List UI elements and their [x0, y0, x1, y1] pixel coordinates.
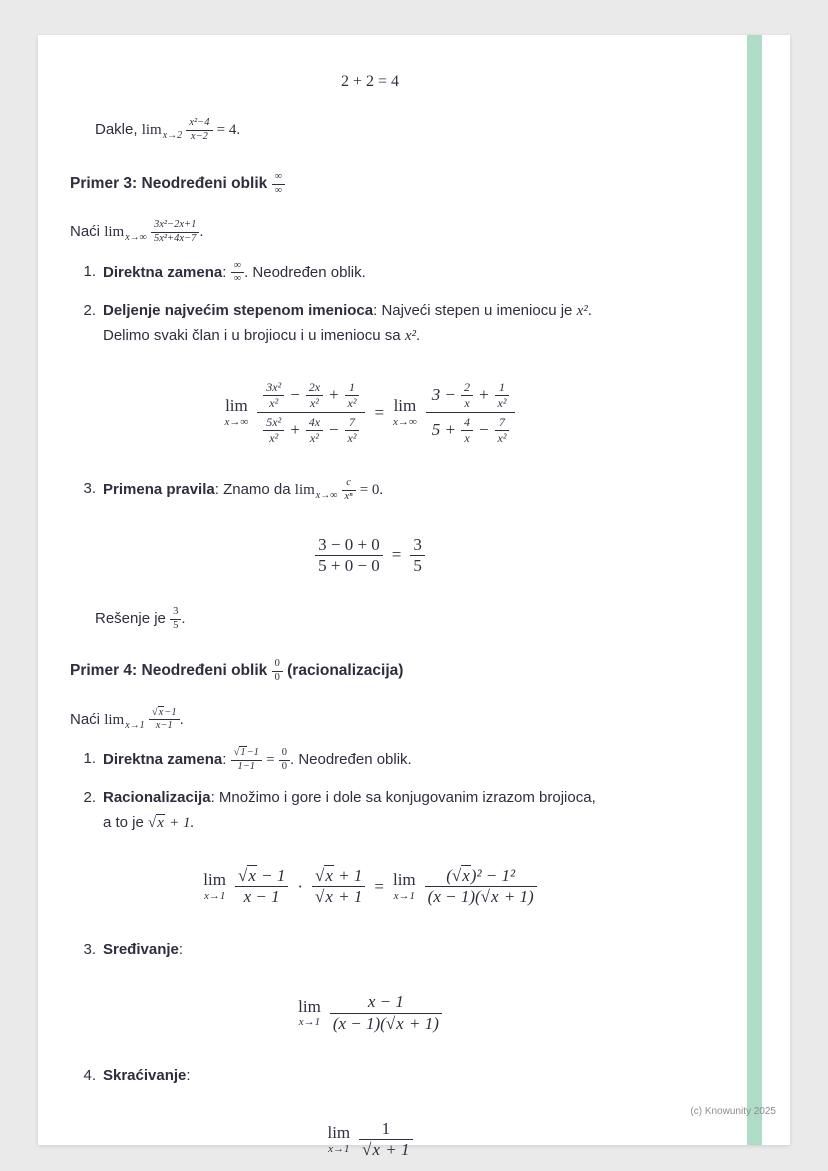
numerator: 0 — [274, 658, 280, 670]
numerator: ∞ — [274, 170, 283, 182]
lim-subscript: x→∞ — [125, 232, 147, 244]
list-body — [103, 786, 734, 836]
sqrt-expression — [234, 746, 247, 758]
sqrt-expression — [386, 1013, 405, 1033]
text: : Množimo i gore i dole sa konjugovanim izrazom brojioca, — [210, 789, 596, 807]
denominator: 1−1 — [231, 760, 262, 774]
sqrt-argument: x — [248, 865, 256, 885]
inline-fraction — [231, 747, 262, 773]
sub-fraction — [306, 380, 323, 410]
radical-sign: √ — [385, 1013, 396, 1033]
step-title: Deljenje najvećim stepenom imenioca — [103, 301, 374, 319]
numerator — [149, 707, 180, 720]
equation-final — [70, 1119, 670, 1161]
sqrt-argument: x — [491, 887, 499, 907]
heading-primer-4 — [70, 658, 734, 684]
inline-limit — [104, 223, 147, 244]
lim-subscript: x→1 — [203, 889, 226, 902]
term: (x − 1)( — [427, 887, 481, 907]
radical-sign: √ — [151, 706, 158, 718]
fraction-2 — [312, 866, 365, 908]
denominator: x−2 — [186, 130, 212, 144]
lim-subscript: x→1 — [298, 1016, 321, 1029]
lim-word: lim — [104, 711, 125, 728]
text-period: . — [587, 301, 592, 319]
inline-fraction-3-5 — [170, 606, 181, 632]
text-equals-four: = 4. — [216, 122, 241, 139]
inline-fraction-inf-inf — [272, 171, 286, 197]
lim-subscript: x→∞ — [315, 490, 338, 502]
heading-text: Primer 3: Neodređeni oblik — [70, 175, 268, 193]
sqrt-argument: x — [396, 1013, 404, 1033]
lim-word: lim — [225, 395, 248, 415]
inline-fraction — [186, 117, 212, 143]
numerator: 3x²−2x+1 — [153, 219, 197, 231]
denominator: ∞ — [231, 272, 245, 286]
heading-text-suffix: (racionalizacija) — [287, 662, 404, 680]
text: Delimo svaki član i u brojiocu i u imeniocu sa — [103, 326, 401, 344]
denominator: 5x²+4x−7 — [151, 232, 199, 246]
inline-limit — [141, 121, 183, 142]
sqrt-argument: x — [462, 865, 470, 885]
text-colon: : — [186, 1067, 191, 1085]
fraction-1 — [235, 866, 288, 908]
list-number: 1. — [83, 750, 96, 768]
sqrt-expression — [152, 706, 164, 718]
radical-sign: √ — [233, 747, 240, 759]
inline-fraction — [151, 219, 199, 245]
term: (x − 1)( — [332, 1013, 386, 1033]
term: − 1 — [261, 865, 286, 885]
denominator: x² — [306, 395, 323, 410]
term: −1 — [246, 747, 259, 759]
denominator: 0 — [279, 760, 290, 774]
denominator: x² — [495, 430, 510, 445]
sub-fraction — [495, 380, 510, 410]
operator: + — [289, 420, 301, 440]
lim-subscript: x→1 — [125, 719, 145, 731]
lim-word: lim — [393, 395, 417, 415]
denominator: 5 — [410, 555, 425, 576]
lim-subscript: x→∞ — [224, 415, 249, 428]
inline-math-x2: x² — [576, 302, 588, 319]
numerator — [235, 866, 288, 886]
inline-fraction — [342, 477, 356, 503]
denominator — [330, 1013, 442, 1034]
operator: − — [289, 385, 301, 405]
limit-operator — [298, 998, 321, 1029]
denominator: x − 1 — [235, 886, 288, 907]
equals-sign: = — [266, 752, 275, 769]
numerator: 5x² — [266, 415, 282, 430]
inline-limit — [294, 481, 338, 502]
denominator: x — [461, 430, 473, 445]
list-number: 2. — [83, 301, 96, 319]
step-title: Racionalizacija — [103, 789, 211, 807]
numerator: 2 — [464, 380, 471, 395]
list-item-p4-step1 — [70, 747, 734, 773]
numerator: c — [346, 476, 351, 488]
list-body — [103, 299, 734, 349]
denominator: 0 — [272, 671, 283, 685]
sqrt-argument: x — [372, 1140, 381, 1160]
sub-fraction — [495, 415, 510, 445]
lim-subscript: x→1 — [393, 889, 416, 902]
radical-sign: √ — [362, 1140, 372, 1160]
numerator: 4 — [464, 415, 471, 430]
sqrt-expression — [362, 1139, 381, 1159]
numerator: 2x — [308, 380, 321, 395]
list-item-p4-step3 — [70, 938, 734, 963]
lim-subscript: x→∞ — [393, 415, 417, 428]
fraction — [359, 1119, 412, 1161]
sqrt-argument: x — [325, 887, 333, 907]
term: + 1) — [503, 887, 534, 907]
document-page — [38, 35, 790, 1160]
big-fraction-lhs — [257, 378, 365, 447]
text-resenje: Rešenje je — [95, 610, 166, 628]
inline-fraction — [149, 707, 180, 733]
numerator: x − 1 — [367, 992, 404, 1012]
list-number: 2. — [83, 789, 96, 807]
paragraph-naci-p3 — [70, 219, 734, 247]
list-item-p3-step3 — [70, 477, 734, 505]
limit-operator — [327, 1124, 350, 1155]
lim-word: lim — [392, 870, 416, 890]
sqrt-expression — [315, 865, 334, 885]
text: a to je — [103, 814, 144, 832]
denominator — [359, 1139, 412, 1160]
paragraph-naci-p4 — [70, 707, 734, 735]
lim-word: lim — [203, 870, 226, 890]
denominator: xⁿ — [342, 490, 356, 504]
operator: + — [478, 385, 490, 405]
inline-fraction-0-0 — [272, 658, 283, 684]
denominator: ∞ — [272, 184, 286, 198]
sub-fraction — [263, 415, 284, 445]
text-naci: Naći — [70, 223, 101, 241]
numerator: 3 — [173, 606, 179, 618]
text-colon: : — [222, 263, 227, 281]
numerator: 3x² — [266, 380, 282, 395]
denominator: 5 — [170, 619, 181, 633]
term: + 1) — [408, 1013, 439, 1033]
text: : Najveći stepen u imeniocu je — [373, 301, 573, 319]
radical-sign: √ — [480, 887, 491, 907]
term: 3 − — [431, 385, 457, 405]
operator: + — [328, 385, 340, 405]
list-body — [103, 938, 734, 963]
list-body — [103, 477, 734, 505]
sqrt-expression — [481, 886, 500, 906]
term: ( — [446, 865, 452, 885]
step-title: Skraćivanje — [103, 1067, 187, 1085]
denominator: x−1 — [149, 719, 180, 733]
list-number: 3. — [83, 940, 96, 958]
denominator: x² — [345, 395, 360, 410]
text-equals-zero: = 0. — [359, 482, 384, 499]
lim-word: lim — [141, 122, 162, 139]
equals-sign: = — [374, 402, 385, 422]
numerator: 3 − 0 + 0 — [318, 534, 380, 554]
fraction-lhs — [315, 535, 383, 577]
paragraph-dakle — [95, 117, 734, 145]
denominator — [425, 886, 537, 907]
text-period: . — [179, 710, 184, 728]
numerator: 7 — [348, 415, 355, 430]
term: + 1. — [169, 815, 195, 832]
equation-rationalization — [70, 866, 670, 908]
numerator: ∞ — [233, 259, 242, 271]
sqrt-expression — [148, 814, 165, 831]
denominator — [312, 886, 365, 907]
sub-fraction — [345, 380, 360, 410]
list-body — [103, 747, 734, 773]
equals-sign: = — [391, 545, 402, 565]
text-period: . — [181, 610, 186, 628]
step-title: Direktna zamena — [103, 751, 223, 769]
lim-word: lim — [104, 224, 125, 241]
list-item-p4-step2 — [70, 786, 734, 836]
fraction — [330, 992, 442, 1034]
sqrt-expression — [452, 865, 471, 885]
list-number: 1. — [83, 262, 96, 280]
lim-word: lim — [327, 1123, 351, 1143]
list-item-p3-step1 — [70, 260, 734, 286]
numerator: 3 — [413, 534, 422, 554]
sqrt-argument: x — [325, 865, 333, 885]
limit-operator — [393, 871, 416, 902]
numerator: x²−4 — [189, 117, 210, 129]
sub-fraction — [461, 415, 473, 445]
footer-copyright: (c) Knowunity 2025 — [690, 1106, 776, 1117]
step-title: Direktna zamena — [103, 263, 223, 281]
text-after: . Neodređen oblik. — [289, 751, 412, 769]
cdot-sign: · — [297, 876, 304, 896]
step-title: Sređivanje — [103, 940, 179, 958]
inline-math-x2: x² — [404, 327, 416, 344]
paragraph-resenje — [95, 606, 734, 632]
denominator: x² — [495, 395, 510, 410]
numerator: 0 — [281, 747, 287, 759]
operator: − — [478, 420, 490, 440]
heading-text: Primer 4: Neodređeni oblik — [70, 662, 268, 680]
limit-operator — [203, 871, 226, 902]
sqrt-expression — [238, 865, 257, 885]
heading-primer-3 — [70, 171, 734, 197]
list-item-p4-step4 — [70, 1064, 734, 1089]
denominator: x² — [263, 430, 284, 445]
limit-operator — [225, 397, 249, 428]
sub-fraction — [461, 380, 473, 410]
numerator — [425, 866, 537, 886]
sqrt-argument: 1 — [240, 747, 246, 759]
equals-sign: = — [374, 876, 384, 896]
sub-fraction — [263, 380, 284, 410]
sqrt-argument: x — [157, 815, 164, 832]
big-fraction-rhs — [426, 378, 516, 447]
term: 5 + — [431, 420, 457, 440]
numerator: 1 — [498, 380, 505, 395]
text-colon: : — [178, 940, 184, 958]
term: + 1 — [385, 1140, 410, 1160]
fraction-rhs — [410, 535, 425, 577]
radical-sign: √ — [451, 865, 462, 885]
sqrt-argument: x — [158, 706, 164, 718]
fraction-3 — [425, 866, 537, 908]
denominator: x — [461, 395, 473, 410]
numerator: 1 — [348, 380, 355, 395]
equation-two-plus-two: 2 + 2 = 4 — [340, 73, 400, 90]
numerator — [312, 866, 365, 886]
lim-subscript: x→1 — [328, 1143, 350, 1156]
document-content — [38, 35, 790, 1161]
text-period: . — [199, 223, 204, 241]
equation-numeric-result — [70, 535, 670, 577]
lim-subscript: x→2 — [162, 130, 183, 142]
term: + 1 — [338, 887, 363, 907]
denominator — [426, 412, 516, 447]
numerator: 1 — [381, 1118, 391, 1138]
term: + 1 — [338, 865, 363, 885]
list-number: 4. — [83, 1067, 96, 1085]
denominator: x² — [306, 430, 323, 445]
denominator: x² — [345, 430, 360, 445]
step-title: Primena pravila — [103, 481, 215, 499]
numerator — [426, 378, 516, 412]
text-colon: : — [222, 751, 227, 769]
text: : Znamo da — [214, 481, 291, 499]
numerator — [231, 747, 262, 760]
inline-limit — [104, 711, 145, 731]
lim-word: lim — [294, 482, 315, 499]
equation-simplify — [70, 992, 670, 1034]
list-item-p3-step2 — [70, 299, 734, 349]
radical-sign: √ — [315, 887, 325, 907]
radical-sign: √ — [237, 865, 248, 885]
sub-fraction — [345, 415, 360, 445]
radical-sign: √ — [315, 865, 325, 885]
inline-fraction-inf-inf — [231, 260, 245, 286]
inline-sqrt — [148, 814, 165, 831]
term: )² − 1² — [470, 865, 516, 885]
list-number: 3. — [83, 479, 96, 497]
list-body — [103, 1064, 734, 1089]
denominator: x² — [263, 395, 284, 410]
text-dakle: Dakle, — [95, 121, 138, 139]
text-after: . Neodređen oblik. — [244, 263, 366, 281]
lim-word: lim — [298, 996, 321, 1016]
sub-fraction — [306, 415, 323, 445]
text-period: . — [415, 326, 421, 344]
text-naci: Naći — [70, 710, 101, 728]
inline-fraction-0-0 — [279, 747, 290, 773]
numerator: 4x — [308, 415, 321, 430]
radical-sign: √ — [148, 815, 157, 832]
denominator: 5 + 0 − 0 — [315, 555, 383, 576]
numerator — [257, 378, 365, 412]
operator: − — [328, 420, 340, 440]
numerator: 7 — [498, 415, 505, 430]
sqrt-expression — [315, 886, 334, 906]
limit-operator — [393, 397, 417, 428]
denominator — [257, 412, 365, 447]
list-body — [103, 260, 734, 286]
equation-division-by-x2 — [70, 378, 670, 447]
term: −1 — [164, 706, 177, 718]
